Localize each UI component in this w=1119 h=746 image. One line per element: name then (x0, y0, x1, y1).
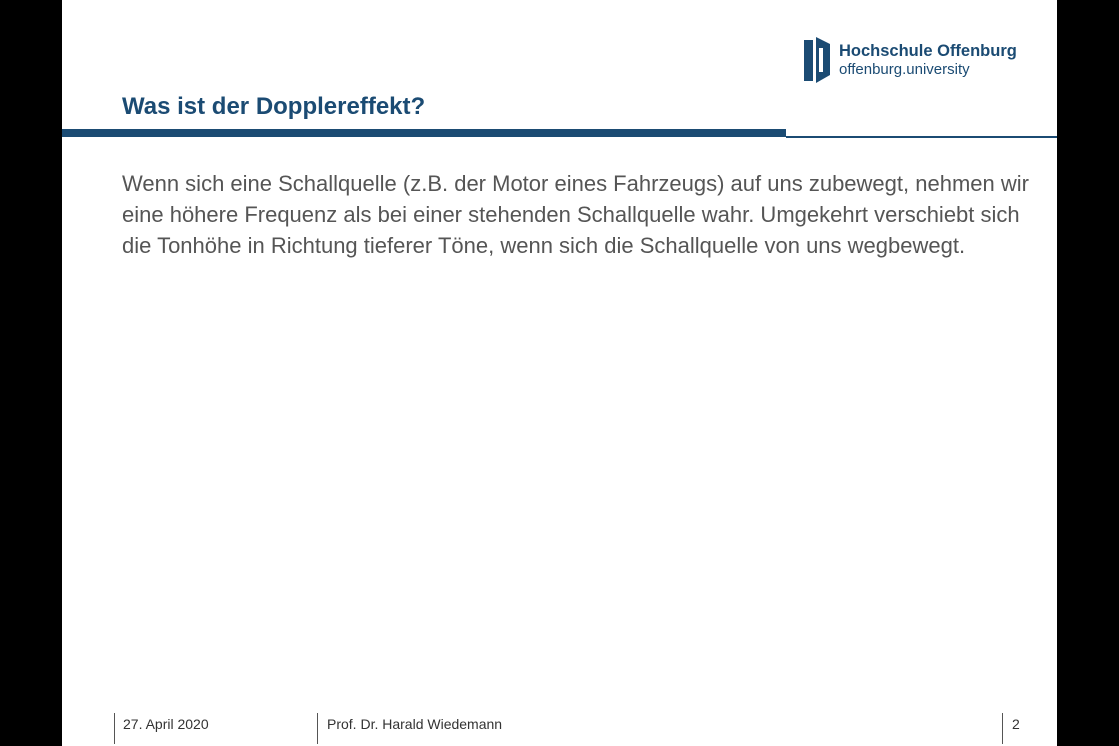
logo-name: Hochschule Offenburg (839, 41, 1017, 60)
university-logo (804, 37, 1017, 83)
logo-subtitle: offenburg.university (839, 61, 970, 79)
footer-page-number: 2 (1012, 716, 1020, 732)
hochschule-offenburg-logo-icon (804, 37, 830, 83)
footer-divider-date (114, 713, 115, 744)
footer-divider-author (317, 713, 318, 744)
slide-title: Was ist der Dopplereffekt? (122, 93, 426, 120)
slide-body-text: Wenn sich eine Schallquelle (z.B. der Motor eines Fahrzeugs) auf uns zubewegt, nehmen wir eine höhere Frequenz als bei einer stehenden Schallquelle wahr. Umgekehrt verschiebt sich die Tonhöhe in Richtung tieferer Töne, wenn sich die Schallquelle von uns wegbewegt. (122, 171, 1029, 258)
footer-date: 27. April 2020 (123, 716, 209, 732)
footer-divider-page (1002, 713, 1003, 744)
title-underline-thick (62, 129, 786, 137)
presentation-slide (62, 0, 1057, 746)
title-underline-thin (786, 136, 1057, 138)
footer-author: Prof. Dr. Harald Wiedemann (327, 716, 503, 732)
logo-wordmark (839, 43, 1017, 78)
